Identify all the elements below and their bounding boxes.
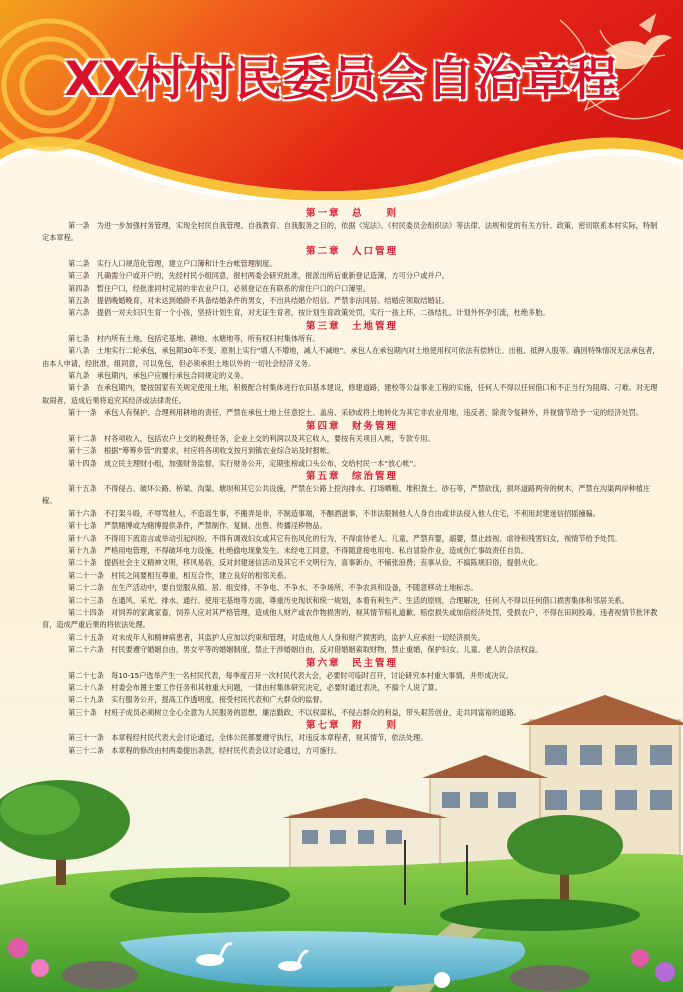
chapter-heading: 第一章 总 则 xyxy=(305,208,398,219)
article: 第二十三条 在通风、采光、排水、通行、使用宅基地等方面，尊重历史现状和统一规划，本着有利生产、生活的原则，合理解决，任何人不得以任何借口损害集体和邻居关系。 xyxy=(68,595,629,605)
charter-content xyxy=(42,207,662,757)
article: 第十一条 承包人有保护、合理利用耕地的责任，严禁在承包土地上任意挖土、盖房、采砂或将土地转化为其它非农业用地，违反者，除责令复耕外，并视情节给予一定的经济处罚。 xyxy=(68,408,644,418)
chapter-heading: 第三章 土地管理 xyxy=(305,320,398,332)
article: 第十七条 严禁赌博或为赌博提供条件，严禁制作、复制、出售、传播淫秽物品。 xyxy=(68,521,327,531)
article: 第五条 提倡晚婚晚育，对未达到婚龄不具备结婚条件的男女，不出具结婚介绍信。严禁非法同居。结婚应领取结婚证。 xyxy=(68,296,449,306)
article: 第二十九条 实行服务公开，提高工作透明度，接受村民代表和广大群众的监督。 xyxy=(68,695,327,705)
poster-title: XX村村民委员会自治章程 xyxy=(64,52,619,107)
tree-left xyxy=(0,780,130,885)
article: 第十四条 成立民主理财小组，加强财务监督，实行财务公开，定期张榜或口头公布，交给村民一本“放心帐”。 xyxy=(68,458,421,468)
article: 第二条 实行人口规范化管理，建立户口簿和计生台帐管理制度。 xyxy=(68,258,277,268)
chapter-heading: 第二章 人口管理 xyxy=(305,245,398,257)
article: 第二十六条 村民要遵守婚姻自由，男女平等的婚姻制度，禁止干涉婚姻自由，反对借婚姻索取财物，禁止重婚，保护妇女、儿童、老人的合法权益。 xyxy=(68,645,543,655)
article: 第十六条 不打架斗殴，不辱骂他人，不造谣生事，不搬弄是非，不制造事端，不酗酒滋事，不非法限制他人人身自由或非法侵入他人住宅，不利用封建迷信招摇撞骗。 xyxy=(68,508,600,518)
article: 第八条 土地实行二轮承包，承包期30年不变，原则上实行“增人不增地，减人不减地”。承包人在承包期内对土地使用权可依法有偿转让、出租、抵押入股等。确因特殊情况无法承包者，由本人申请，经批准，组同意，可以免包，但必须承担土地以外的一切社会经济义务。 xyxy=(42,346,660,368)
article: 第三十一条 本章程经村民代表大会讨论通过，全体公民都要遵守执行，对违反本章程者，视其情节，依法处理。 xyxy=(68,733,428,743)
building-left xyxy=(282,798,448,875)
article: 第一条 为进一步加强村务管理，实现全村民自我管理、自我教育、自我服务之目的，依据《宪法》、《村民委员会组织法》等法律、法规和党的有关方针、政策，密切联系本村实际，特制定本章程。 xyxy=(42,221,658,243)
article: 第二十八条 村委会布置主要工作任务和其他重大问题，一律由村集体研究决定，必要时通过表决，不搞个人说了算。 xyxy=(68,683,442,692)
chapter-heading: 第五章 综治管理 xyxy=(305,470,398,482)
village-scenery xyxy=(0,680,683,992)
article: 第三十条 村班子成员必须树立全心全意为人民服务的思想，廉洁勤政，不以权谋私，不侵占群众的利益，带头艰苦创业，走共同富裕的道路。 xyxy=(68,707,521,717)
article: 第十五条 不得侵占、破坏公路、桥梁、沟渠、塘坝和其它公共设施，严禁在公路上挖沟排水、打场晒粮、堆积粪土、砂石等，严禁砍伐，损坏道路两旁的树木，严禁在沟渠两岸种植庄稼。 xyxy=(42,483,651,506)
chapter-heading: 第六章 民主管理 xyxy=(305,657,398,669)
article: 第二十条 提倡社会主义精神文明，移风易俗，反对封建迷信活动及其它不文明行为，喜事新办，不铺张浪费；丧事从俭，不搞陈规旧俗，提倡火化。 xyxy=(68,558,543,568)
article: 第六条 提倡一对夫妇只生育一个小孩，坚持计划生育，对无证生育者，按计划生育政策处罚，实行一孩上环、二孩结扎，计划外怀孕引流，杜绝多胎。 xyxy=(68,308,550,318)
article: 第四条 暂住户口，经批准同村定居的非农业户口，必须登记在有联系的常住户口的户口簿里。 xyxy=(68,283,370,293)
article: 第十三条 根据“筹筹乡管”的要求，村应将各项收支按月到镇农业综合站及时报帐。 xyxy=(68,446,335,456)
article: 第二十五条 对未成年人和精神病患者，其监护人应加以约束和管理，对造成他人人身和财产损害的，监护人应承担一切经济损失。 xyxy=(68,632,485,642)
article: 第十九条 严格用电管理，不得破坏电力设施，杜绝偷电现象发生。未经电工同意，不得随意接电用电、私自冒险作业，造成伤亡事故责任自负。 xyxy=(68,545,529,555)
article: 第十条 在承包期内，要按国家有关规定使用土地，积极配合村集体进行农田基本建设，修建道路，建校等公益事业工程的实施，任何人不得以任何借口和不正当行为阻碍、刁难。对无理取闹者，造成后果将追究其经济或法律责任。 xyxy=(42,383,658,405)
chapter-heading: 第四章 财务管理 xyxy=(305,420,398,432)
article: 第十八条 不得用下流语言或举动引起纠纷，不得有调戏妇女或其它有伤风化的行为，不得虐待老人、儿童，严禁弃婴，溺婴，禁止歧视、虐待和残害妇女，视情节给予处罚。 xyxy=(68,533,622,543)
article: 第三条 凡确需分户或开户的，先经村民小组同意，报村两委会研究批准，报派出所后重新登记造簿，方可分户或并户。 xyxy=(68,271,449,281)
article: 第七条 村内所有土地，包括宅基地、耕地、水塘地等，所有权归村集体所有。 xyxy=(68,333,320,343)
article: 第九条 承包期内，承包户应履行承包合同规定的义务。 xyxy=(68,371,248,381)
article: 第二十七条 每10-15户选举产生一名村民代表，每季度召开一次村民代表大会，必要时可临时召开，讨论研究本村重大事情，并形成决议。 xyxy=(68,670,513,680)
article: 第二十一条 村民之间要相互尊重，相互合作，建立良好的相邻关系。 xyxy=(68,570,291,580)
article: 第三十二条 本章程的修改由村两委提出条款，经村民代表会议讨论通过，方可施行。 xyxy=(68,745,342,755)
article: 第二十四条 对饲养的家禽家畜，饲养人应对其严格管理，造成他人财产或农作物损害的，视其情节赔礼道歉、赔偿损失或加倍经济处罚，受损农户，不得在田间投毒，违者视情节批评教育，造成严重后果的将依法处理。 xyxy=(42,607,658,630)
article: 第二十二条 在生产活动中，要自觉服从镇、居、组安排，不争电、不争水、不争场所、不争农具和设备，不随意移动土地标志。 xyxy=(68,583,478,593)
article: 第十二条 村各项收入，包括农户上交的税费任务，企业上交的利润以及其它收入，要按有关项目入帐，专款专用。 xyxy=(68,433,435,443)
chapter-heading: 第七章 附 则 xyxy=(305,720,398,732)
